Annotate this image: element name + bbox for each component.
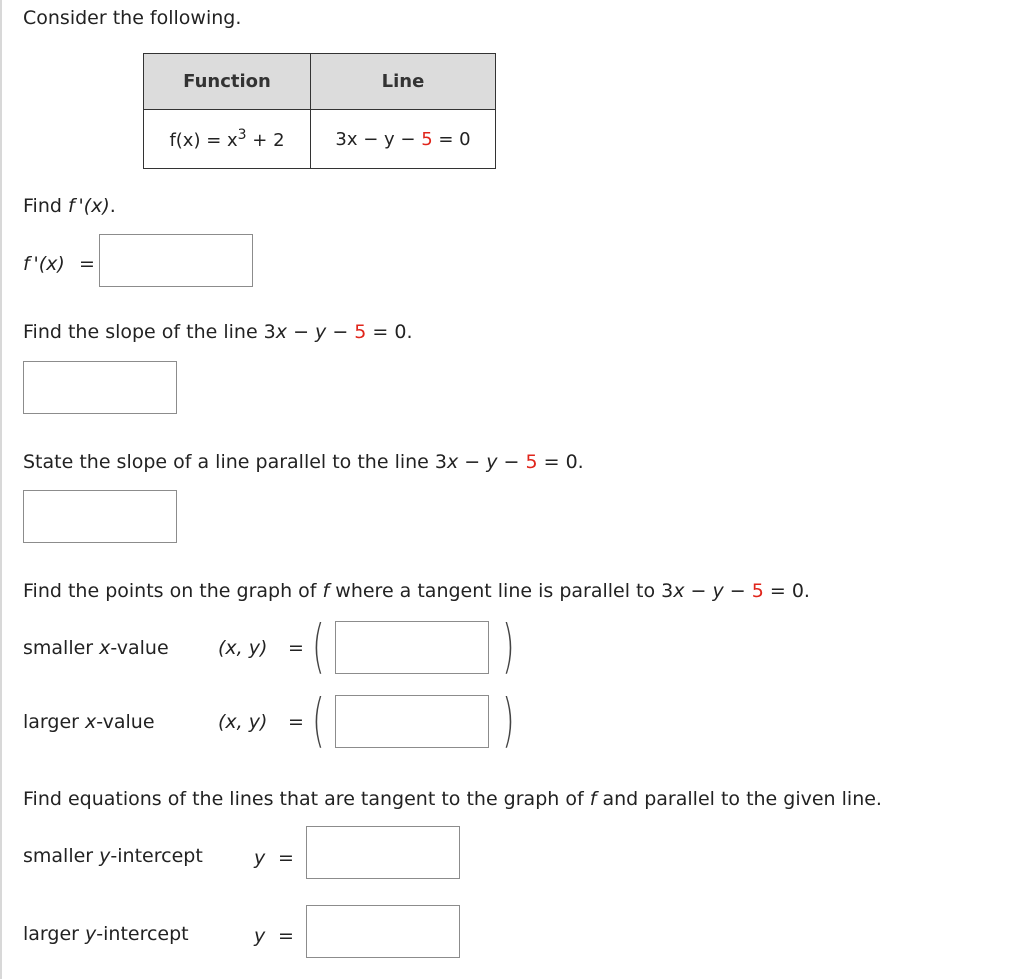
y-variable: y: [254, 925, 266, 947]
close-paren: ): [502, 686, 515, 754]
equals: =: [288, 637, 304, 659]
y-variable: y: [254, 847, 266, 869]
equals: =: [278, 847, 294, 869]
smaller-x-label: smaller x-value: [23, 637, 169, 659]
function-cell: $f(x) = x^3 + 2$: [144, 110, 311, 169]
intro-text: Consider the following.: [23, 7, 242, 29]
q1-label: f '(x): [23, 253, 65, 275]
q2-prompt: Find the slope of the line 3x − y − 5 = 0.: [23, 321, 413, 343]
q5-prompt: Find equations of the lines that are tangent to the graph of f and parallel to the given line.: [23, 788, 882, 810]
q1-equals: =: [79, 253, 95, 275]
equals: =: [278, 925, 294, 947]
equals: =: [288, 711, 304, 733]
derivative-input[interactable]: [99, 234, 253, 287]
header-function: Function: [144, 54, 311, 110]
left-border: [0, 0, 2, 979]
open-paren: (: [312, 612, 325, 680]
q3-prompt: State the slope of a line parallel to the line 3x − y − 5 = 0.: [23, 451, 584, 473]
smaller-y-intercept-label: smaller y-intercept: [23, 845, 203, 867]
parallel-slope-input[interactable]: [23, 490, 177, 543]
header-line: Line: [311, 54, 496, 110]
xy-label: (x, y): [218, 711, 268, 733]
close-paren: ): [502, 612, 515, 680]
open-paren: (: [312, 686, 325, 754]
slope-input[interactable]: [23, 361, 177, 414]
xy-label: (x, y): [218, 637, 268, 659]
q1-prompt: Find f '(x).: [23, 195, 116, 217]
smaller-tangent-equation-input[interactable]: [306, 826, 460, 879]
larger-point-input[interactable]: [335, 695, 489, 748]
function-line-table: [143, 53, 496, 169]
line-cell: 3x − y − 5 = 0: [311, 110, 496, 169]
smaller-point-input[interactable]: [335, 621, 489, 674]
larger-y-intercept-label: larger y-intercept: [23, 923, 189, 945]
q4-prompt: Find the points on the graph of f where a tangent line is parallel to 3x − y − 5 = 0.: [23, 580, 810, 602]
larger-tangent-equation-input[interactable]: [306, 905, 460, 958]
larger-x-label: larger x-value: [23, 711, 155, 733]
